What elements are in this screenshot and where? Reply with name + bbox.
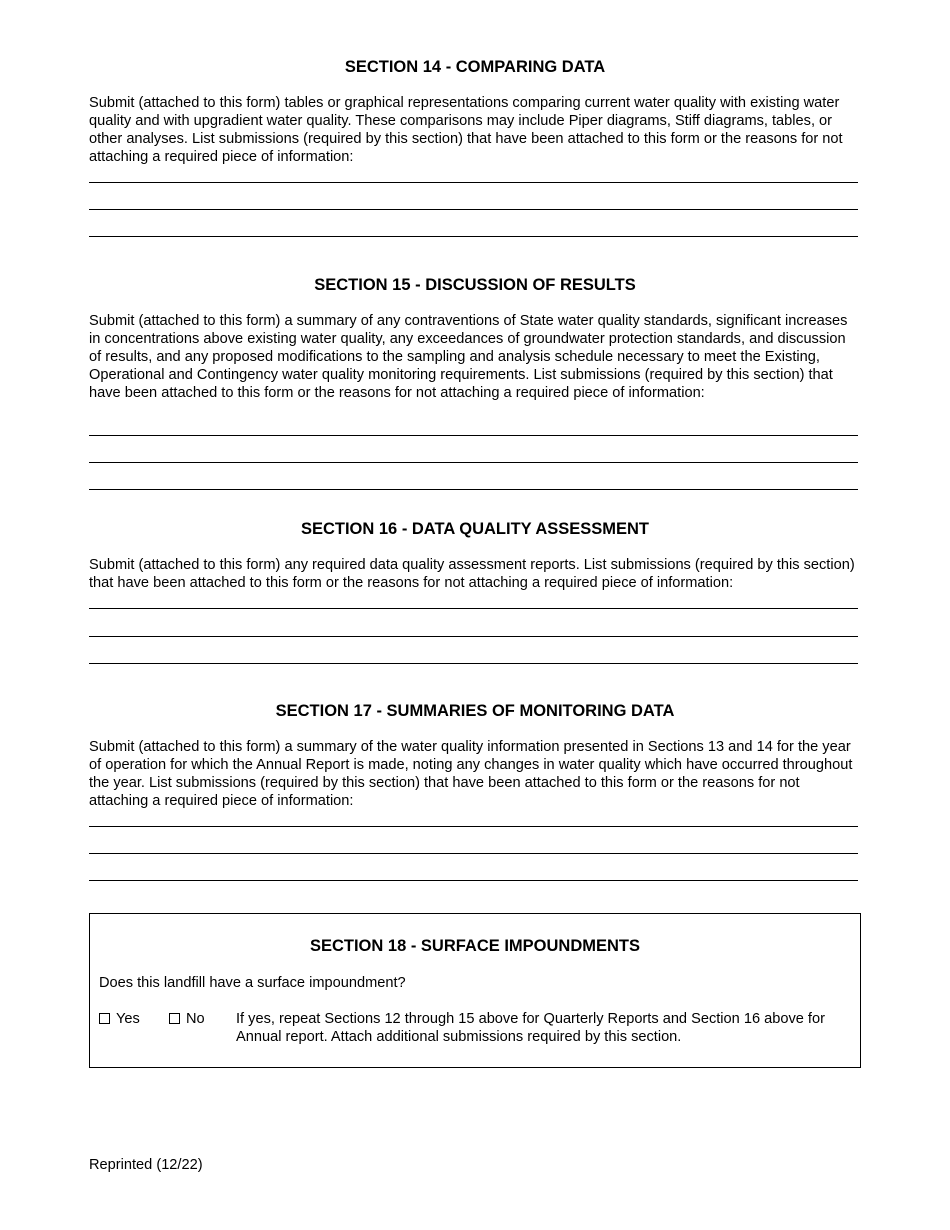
section-14-title: SECTION 14 - COMPARING DATA [344,58,606,76]
no-label: No [186,1011,205,1027]
section-16-answer-line-3[interactable] [89,663,858,664]
section-16 [89,519,861,591]
yes-checkbox[interactable] [99,1013,110,1024]
section-17-instructions: Submit (attached to this form) a summary of the water quality information presented in Sections 13 and 14 for the year of operation for which the Annual Report is made, noting any changes in water quality which have occurred throughout the year. List submissions (required by this section) that have been attached to this form or the reasons for not attaching a required piece of information: [89,739,853,809]
section-15-title: SECTION 15 - DISCUSSION OF RESULTS [314,276,636,294]
section-16-answer-line-1[interactable] [89,608,858,609]
no-option[interactable] [169,1011,205,1029]
section-14-answer-line-2[interactable] [89,209,858,210]
section-17-title: SECTION 17 - SUMMARIES OF MONITORING DATA [275,702,675,720]
section-16-title: SECTION 16 - DATA QUALITY ASSESSMENT [300,520,650,538]
section-18-title: SECTION 18 - SURFACE IMPOUNDMENTS [309,937,641,955]
section-17 [89,701,861,809]
no-checkbox[interactable] [169,1013,180,1024]
yes-label: Yes [116,1011,140,1027]
section-15-answer-line-3[interactable] [89,489,858,490]
section-15-answer-line-2[interactable] [89,462,858,463]
section-16-instructions: Submit (attached to this form) any required data quality assessment reports. List submissions (required by this section) that have been attached to this form or the reasons for not attaching a required piece of information: [89,557,855,591]
section-15-answer-line-1[interactable] [89,435,858,436]
section-17-answer-line-1[interactable] [89,826,858,827]
section-14-answer-line-1[interactable] [89,182,858,183]
section-16-answer-line-2[interactable] [89,636,858,637]
section-18-instruction: If yes, repeat Sections 12 through 15 above for Quarterly Reports and Section 16 above for Annual report. Attach additional submissions required by this section. [236,1011,825,1045]
reprinted-date: Reprinted (12/22) [89,1157,203,1173]
section-17-answer-line-3[interactable] [89,880,858,881]
section-14-instructions: Submit (attached to this form) tables or graphical representations comparing current water quality with existing water quality and with upgradient water quality. These comparisons may include Piper diagrams, Stiff diagrams, tables, or other analyses. List submissions (required by this section) that have been attached to this form or the reasons for not attaching a required piece of information: [89,95,843,165]
section-18-question: Does this landfill have a surface impoundment? [99,975,406,991]
yes-option[interactable] [99,1011,140,1029]
section-14 [89,57,861,165]
section-14-answer-line-3[interactable] [89,236,858,237]
section-18-box [89,913,861,1068]
section-17-answer-line-2[interactable] [89,853,858,854]
section-15-instructions: Submit (attached to this form) a summary of any contraventions of State water quality standards, significant increases in concentrations above existing water quality, any exceedances of groundwater protection standards, and discussion of results, and any proposed modifications to the sampling and analysis schedule necessary to meet the Existing, Operational and Contingency water quality monitoring requirements. List submissions (required by this section) that have been attached to this form or the reasons for not attaching a required piece of information: [89,313,848,401]
section-15 [89,275,861,401]
